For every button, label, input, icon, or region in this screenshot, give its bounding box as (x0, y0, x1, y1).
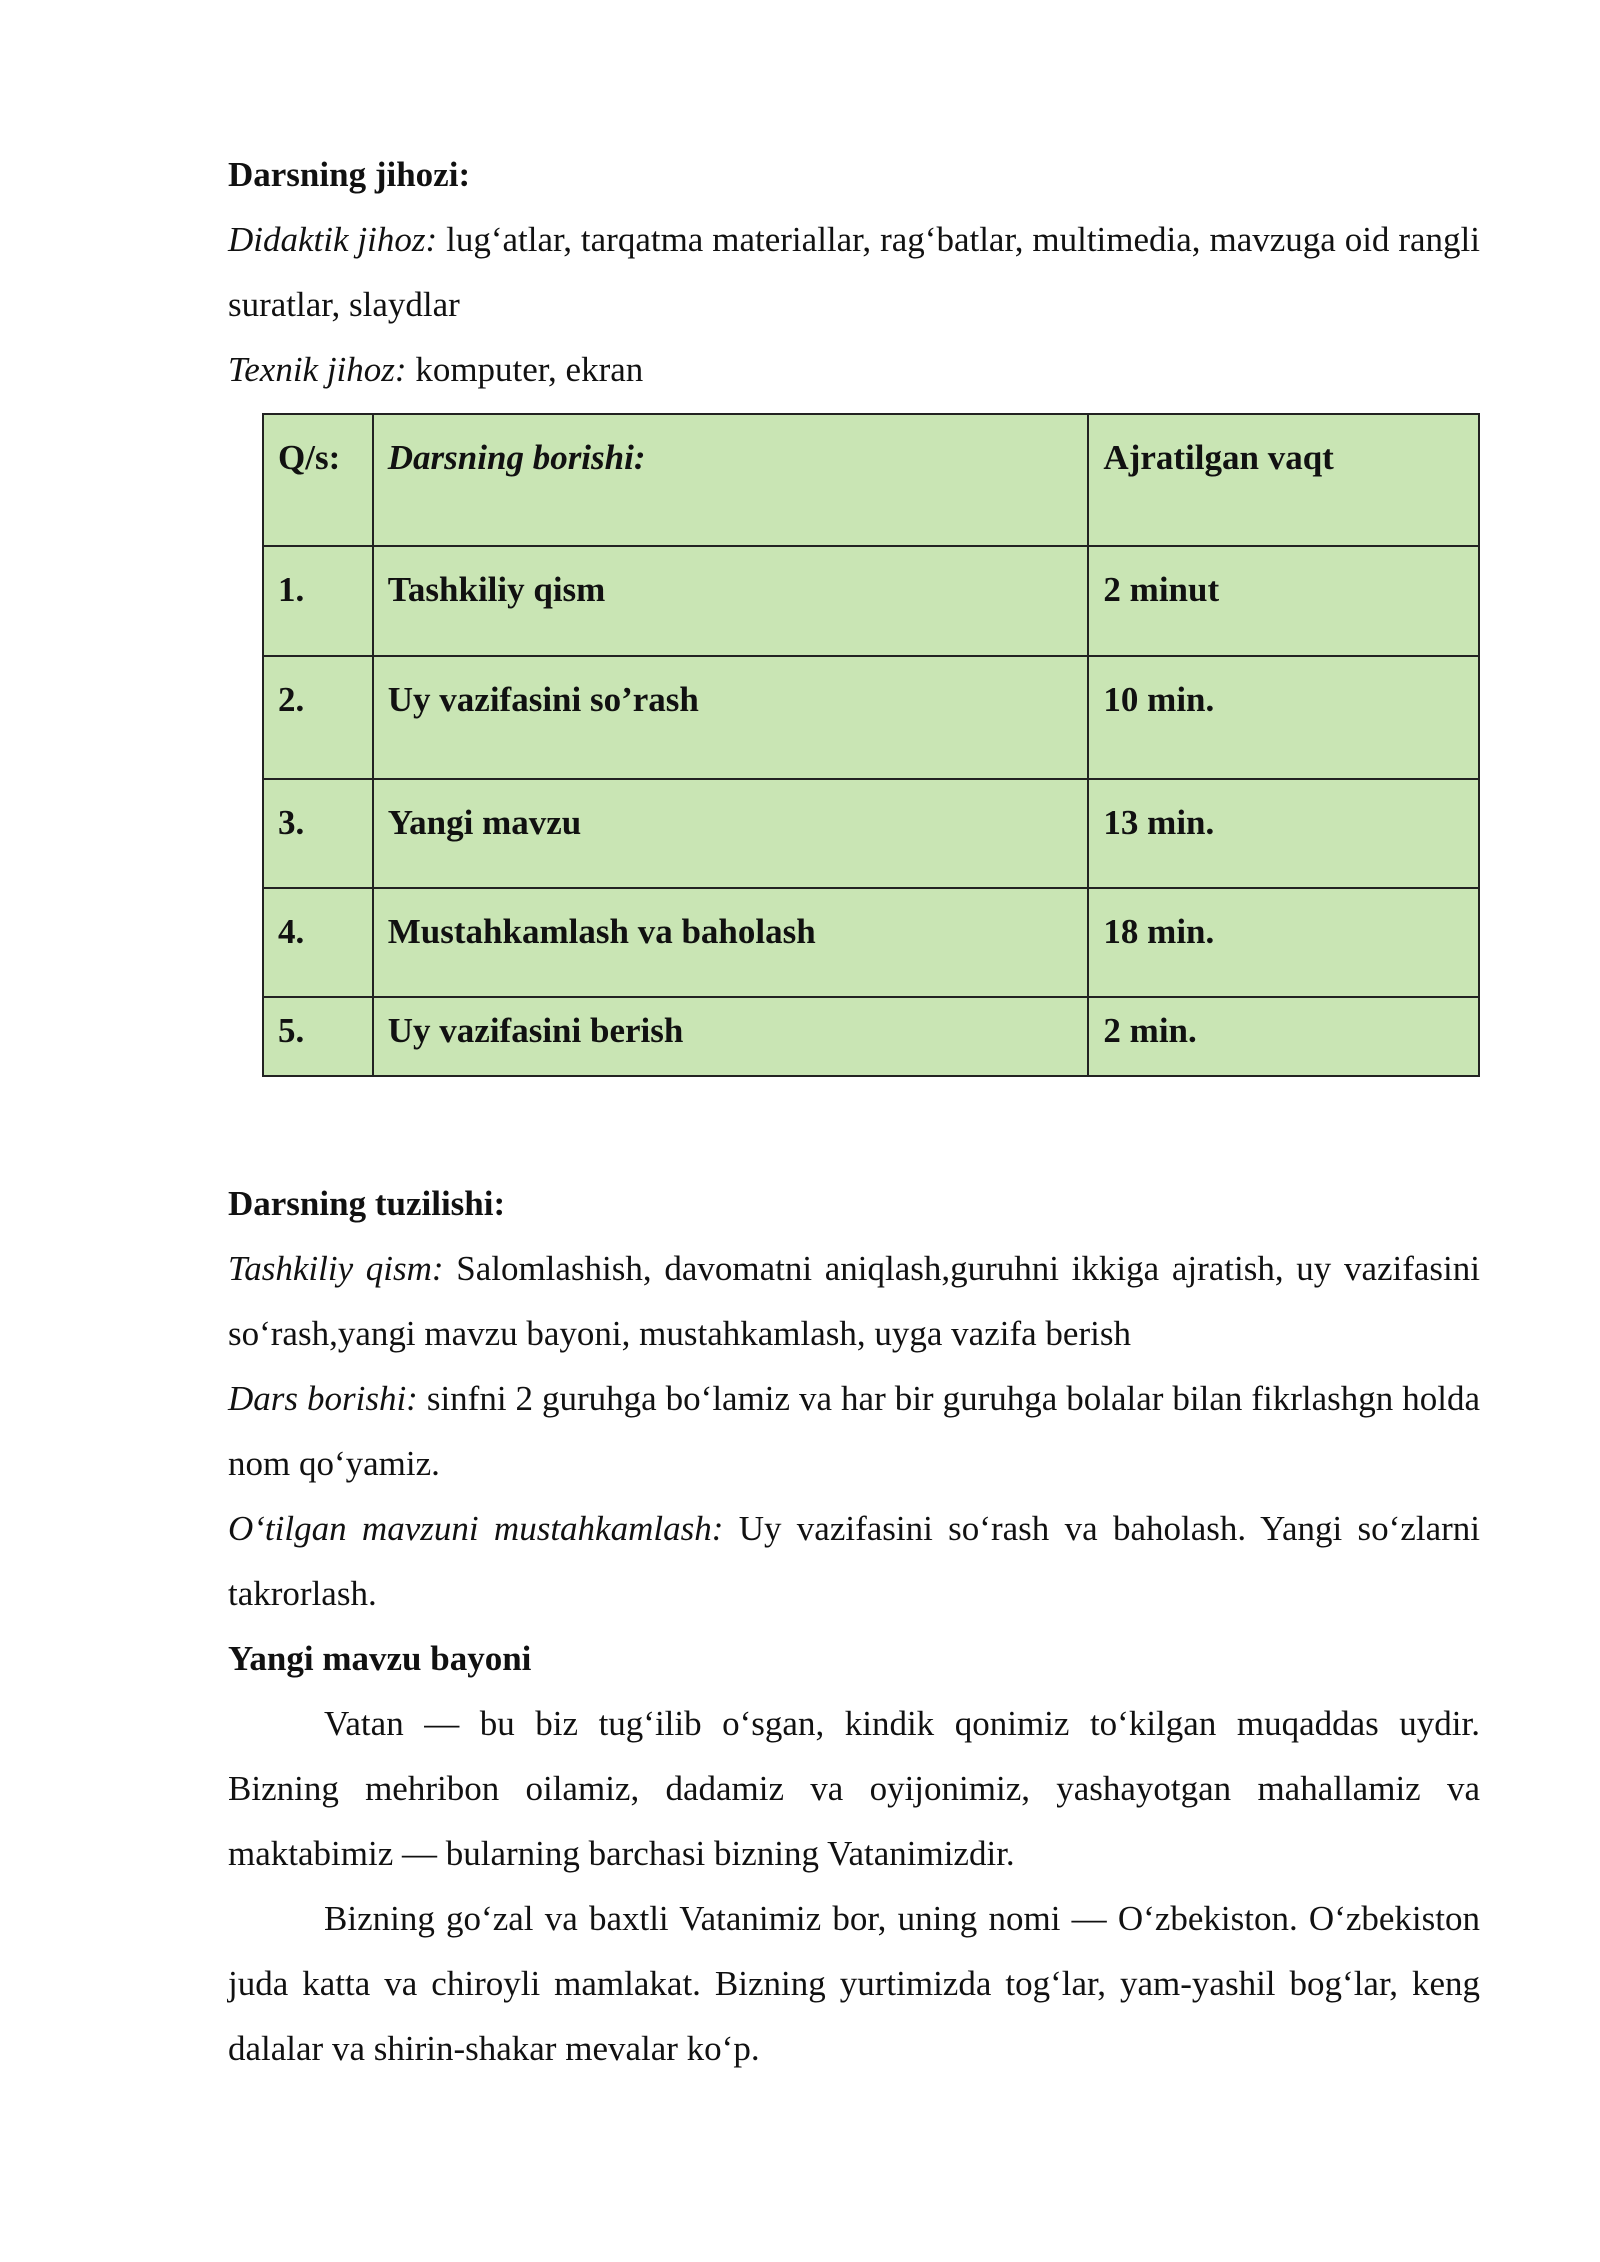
row-step: Yangi mavzu (373, 779, 1089, 888)
table-header-row (263, 414, 1479, 546)
row-step: Uy vazifasini so’rash (373, 656, 1089, 779)
structure-item-text: Uy vazifasini so‘rash va baholash. Yangi so‘zlarni takrorlash. (228, 1509, 1480, 1613)
row-time: 13 min. (1088, 779, 1479, 888)
row-time: 2 minut (1088, 546, 1479, 656)
row-step: Uy vazifasini berish (373, 997, 1089, 1076)
didactic-equipment-label: Didaktik jihoz: (228, 220, 438, 259)
section-spacer (228, 1077, 1480, 1171)
header-time: Ajratilgan vaqt (1088, 414, 1479, 546)
equipment-heading: Darsning jihozi: (228, 155, 471, 194)
new-topic-heading: Yangi mavzu bayoni (228, 1639, 532, 1678)
new-topic-paragraph: Vatan — bu biz tug‘ilib o‘sgan, kindik qonimiz to‘kilgan muqaddas uydir. Bizning mehribon oilamiz, dadamiz va oyijonimiz, yashayotgan mahallamiz va maktabimiz — bularning barchasi bizning Vatanimizdir. (228, 1704, 1480, 1873)
header-number: Q/s: (263, 414, 373, 546)
table-row (263, 779, 1479, 888)
row-number: 3. (263, 779, 373, 888)
row-step: Tashkiliy qism (373, 546, 1089, 656)
structure-item (228, 1366, 1480, 1496)
table-row (263, 546, 1479, 656)
didactic-equipment-paragraph (228, 207, 1480, 337)
technical-equipment-label: Texnik jihoz: (228, 350, 407, 389)
row-time: 18 min. (1088, 888, 1479, 997)
row-number: 2. (263, 656, 373, 779)
document-content (228, 142, 1480, 2081)
structure-heading: Darsning tuzilishi: (228, 1184, 506, 1223)
row-time: 2 min. (1088, 997, 1479, 1076)
row-number: 4. (263, 888, 373, 997)
structure-item-label: Dars borishi: (228, 1379, 418, 1418)
row-step: Mustahkamlash va baholash (373, 888, 1089, 997)
row-number: 5. (263, 997, 373, 1076)
table-row (263, 656, 1479, 779)
structure-item-label: O‘tilgan mavzuni mustahkamlash: (228, 1509, 724, 1548)
structure-item-text: sinfni 2 guruhga bo‘lamiz va har bir guruhga bolalar bilan fikrlashgn holda nom qo‘yamiz. (228, 1379, 1480, 1483)
structure-item-label: Tashkiliy qism: (228, 1249, 444, 1288)
technical-equipment-text: komputer, ekran (406, 350, 644, 389)
didactic-equipment-text: lug‘atlar, tarqatma materiallar, rag‘batlar, multimedia, mavzuga oid rangli suratlar, slaydlar (228, 220, 1480, 324)
header-lesson-step: Darsning borishi: (373, 414, 1089, 546)
table-row (263, 888, 1479, 997)
lesson-plan-table (262, 413, 1480, 1077)
row-time: 10 min. (1088, 656, 1479, 779)
table-row (263, 997, 1479, 1076)
row-number: 1. (263, 546, 373, 656)
structure-item (228, 1236, 1480, 1366)
technical-equipment-paragraph (228, 337, 1480, 402)
structure-item (228, 1496, 1480, 1626)
new-topic-paragraph: Bizning go‘zal va baxtli Vatanimiz bor, uning nomi — O‘zbekiston. O‘zbekiston juda katta va chiroyli mamlakat. Bizning yurtimizda tog‘lar, yam-yashil bog‘lar, keng dalalar va shirin-shakar mevalar ko‘p. (228, 1899, 1480, 2068)
structure-item-text: Salomlashish, davomatni aniqlash,guruhni ikkiga ajratish, uy vazifasini so‘rash,yangi mavzu bayoni, mustahkamlash, uyga vazifa berish (228, 1249, 1480, 1353)
